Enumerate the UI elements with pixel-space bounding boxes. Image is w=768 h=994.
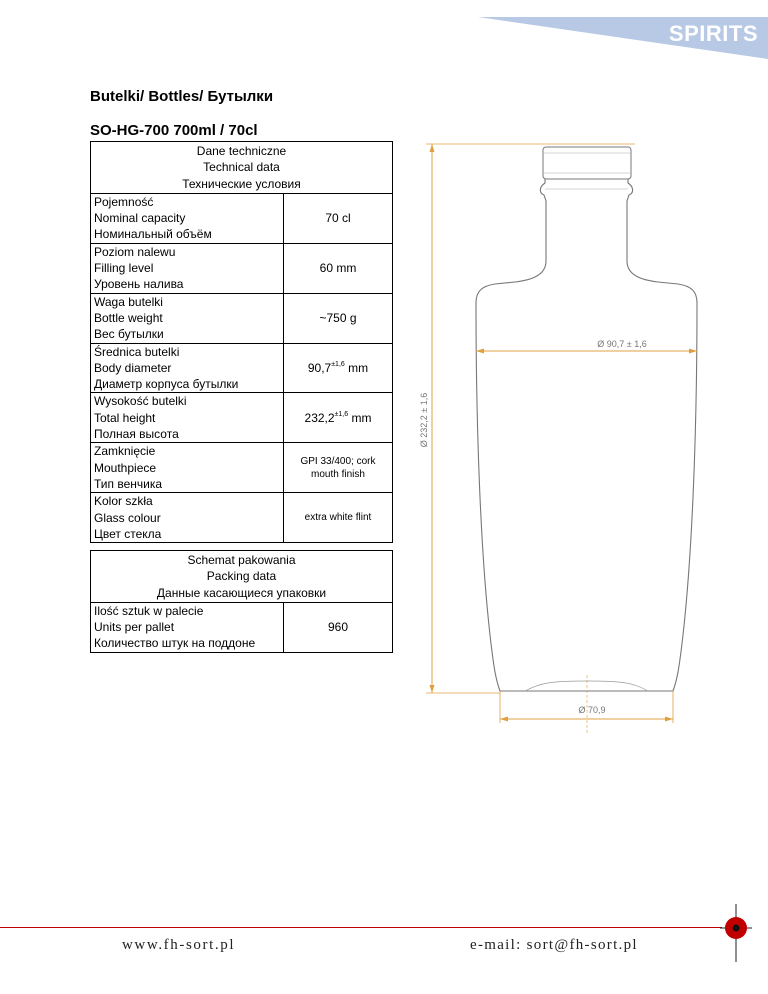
row-label xyxy=(91,293,284,343)
table-row xyxy=(91,343,393,393)
label-en: Mouthpiece xyxy=(94,460,157,475)
label-ru: Количество штук на поддоне xyxy=(94,636,256,651)
packing-data-table xyxy=(90,550,393,653)
arrow-icon xyxy=(430,144,435,152)
table-row xyxy=(91,243,393,293)
table-row xyxy=(91,293,393,343)
base-punt xyxy=(525,681,648,691)
row-value: ~750 g xyxy=(284,293,393,343)
label-ru: Диаметр корпуса бутылки xyxy=(94,377,239,392)
height-dimension-label: Ø 232,2 ± 1,6 xyxy=(419,392,429,448)
row-value: 960 xyxy=(284,602,393,652)
header-line-ru: Технические условия xyxy=(182,176,301,191)
header-line-en: Packing data xyxy=(206,569,277,584)
bottle-outline xyxy=(476,179,697,691)
value-unit: mm xyxy=(348,360,369,375)
label-pl: Zamknięcie xyxy=(94,444,156,459)
row-label xyxy=(91,602,284,652)
label-pl: Pojemność xyxy=(94,194,154,209)
header-line-en: Technical data xyxy=(203,160,280,175)
label-en: Bottle weight xyxy=(94,310,163,325)
label-pl: Kolor szkła xyxy=(94,494,153,509)
row-label xyxy=(91,443,284,493)
header-line-ru: Данные касающиеся упаковки xyxy=(156,585,327,600)
label-en: Nominal capacity xyxy=(94,211,186,226)
label-pl: Waga butelki xyxy=(94,294,163,309)
table-header-row xyxy=(91,551,393,603)
row-label xyxy=(91,393,284,443)
footer-website-link[interactable]: www.fh-sort.pl xyxy=(122,937,236,953)
table-row xyxy=(91,393,393,443)
value-tolerance: ±1,6 xyxy=(334,410,349,418)
spirits-label: SPIRITS xyxy=(668,21,758,46)
product-title: SO-HG-700 700ml / 70cl xyxy=(90,122,258,139)
value-unit: mm xyxy=(351,410,372,425)
row-value: extra white flint xyxy=(284,493,393,543)
label-en: Total height xyxy=(94,410,156,425)
header-line-pl: Schemat pakowania xyxy=(187,553,296,567)
label-en: Filling level xyxy=(94,261,154,276)
table-header-cell xyxy=(91,142,393,194)
value-number: 232,2 xyxy=(304,410,335,425)
value-tolerance: ±1,6 xyxy=(331,360,345,368)
row-label xyxy=(91,343,284,393)
technical-data-table xyxy=(90,141,393,543)
row-value xyxy=(284,343,393,393)
footer-target-icon xyxy=(716,904,756,964)
row-label xyxy=(91,493,284,543)
row-value: 70 cl xyxy=(284,193,393,243)
arrow-icon xyxy=(500,717,508,722)
table-row xyxy=(91,602,393,652)
label-pl: Średnica butelki xyxy=(94,344,180,359)
arrow-icon xyxy=(665,717,673,722)
header-line-pl: Dane techniczne xyxy=(196,144,287,158)
table-row xyxy=(91,443,393,493)
table-header-row xyxy=(91,142,393,194)
label-ru: Тип венчика xyxy=(94,476,163,491)
label-ru: Полная высота xyxy=(94,427,179,442)
label-en: Glass colour xyxy=(94,510,161,525)
label-pl: Poziom nalewu xyxy=(94,244,176,259)
row-label xyxy=(91,243,284,293)
base-diameter-label: Ø 70,9 xyxy=(578,705,606,715)
row-label xyxy=(91,193,284,243)
label-ru: Вес бутылки xyxy=(94,327,164,342)
page-title: Butelki/ Bottles/ Бутылки xyxy=(90,88,274,105)
label-pl: Wysokość butelki xyxy=(94,394,187,409)
table-row xyxy=(91,493,393,543)
label-ru: Цвет стекла xyxy=(94,526,162,541)
arrow-icon xyxy=(476,349,484,354)
label-en: Body diameter xyxy=(94,360,172,375)
row-value: GPI 33/400; cork mouth finish xyxy=(284,443,393,493)
value-number: 90,7 xyxy=(307,360,332,375)
table-row xyxy=(91,193,393,243)
arrow-icon xyxy=(689,349,697,354)
row-value: 60 mm xyxy=(284,243,393,293)
label-en: Units per pallet xyxy=(94,620,175,635)
body-diameter-label: Ø 90,7 ± 1,6 xyxy=(597,339,647,349)
row-value xyxy=(284,393,393,443)
bottle-drawing xyxy=(410,135,710,735)
footer-divider xyxy=(0,927,722,928)
cap xyxy=(543,147,631,179)
table-header-cell xyxy=(91,551,393,603)
label-ru: Номинальный объём xyxy=(94,227,212,242)
label-ru: Уровень налива xyxy=(94,277,184,292)
label-pl: Ilość sztuk w palecie xyxy=(94,603,204,618)
arrow-icon xyxy=(430,685,435,693)
footer-email-link[interactable]: e-mail: sort@fh-sort.pl xyxy=(470,937,638,953)
